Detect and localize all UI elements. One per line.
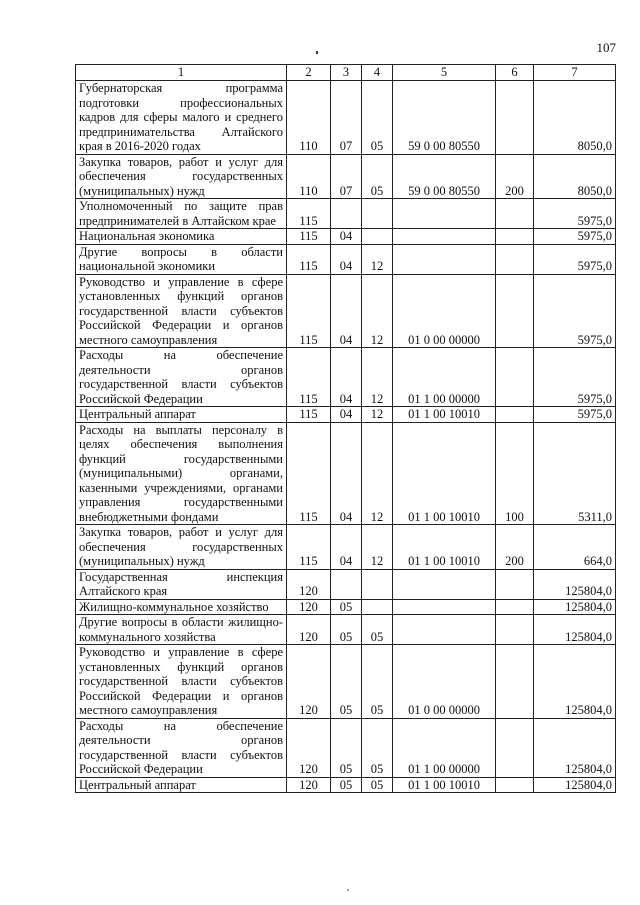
code-cell: 110	[287, 154, 331, 199]
code-cell: 120	[287, 599, 331, 615]
target-article-cell: 59 0 00 80550	[393, 81, 496, 155]
subsection-cell	[362, 229, 393, 245]
header-cell: 1	[76, 65, 287, 81]
section-cell: 04	[331, 229, 362, 245]
expense-type-cell	[496, 645, 534, 719]
table-row	[76, 599, 616, 615]
amount-cell: 125804,0	[534, 645, 616, 719]
subsection-cell: 12	[362, 422, 393, 525]
scan-mark	[316, 51, 318, 54]
section-cell: 05	[331, 615, 362, 645]
header-cell: 2	[287, 65, 331, 81]
subsection-cell: 12	[362, 274, 393, 348]
code-cell: 115	[287, 244, 331, 274]
target-article-cell: 01 0 00 00000	[393, 274, 496, 348]
table-row	[76, 615, 616, 645]
subsection-cell: 12	[362, 407, 393, 423]
table-row	[76, 718, 616, 777]
expense-type-cell: 100	[496, 422, 534, 525]
name-cell: Расходы на обеспечение деятельности органов государственной власти субъектов Российской Федерации	[76, 348, 287, 407]
name-cell: Руководство и управление в сфере установленных функций органов государственной власти субъектов Российской Федерации и органов местного самоуправления	[76, 274, 287, 348]
code-cell: 120	[287, 615, 331, 645]
expense-type-cell	[496, 199, 534, 229]
section-cell: 04	[331, 274, 362, 348]
amount-cell: 5311,0	[534, 422, 616, 525]
table-row	[76, 154, 616, 199]
code-cell: 120	[287, 569, 331, 599]
name-cell: Национальная экономика	[76, 229, 287, 245]
name-cell: Другие вопросы в области национальной экономики	[76, 244, 287, 274]
name-cell: Центральный аппарат	[76, 777, 287, 793]
subsection-cell: 05	[362, 81, 393, 155]
target-article-cell: 01 1 00 10010	[393, 407, 496, 423]
target-article-cell: 59 0 00 80550	[393, 154, 496, 199]
subsection-cell: 05	[362, 615, 393, 645]
expense-type-cell	[496, 348, 534, 407]
expense-type-cell: 200	[496, 525, 534, 570]
section-cell: 07	[331, 154, 362, 199]
code-cell: 120	[287, 718, 331, 777]
name-cell: Уполномоченный по защите прав предпринимателей в Алтайском крае	[76, 199, 287, 229]
expense-type-cell	[496, 229, 534, 245]
amount-cell: 125804,0	[534, 599, 616, 615]
subsection-cell: 12	[362, 525, 393, 570]
target-article-cell: 01 1 00 00000	[393, 348, 496, 407]
section-cell	[331, 569, 362, 599]
expense-type-cell	[496, 407, 534, 423]
code-cell: 120	[287, 645, 331, 719]
name-cell: Закупка товаров, работ и услуг для обеспечения государственных (муниципальных) нужд	[76, 154, 287, 199]
table-row	[76, 229, 616, 245]
name-cell: Жилищно-коммунальное хозяйство	[76, 599, 287, 615]
section-cell: 07	[331, 81, 362, 155]
table-row	[76, 348, 616, 407]
section-cell: 05	[331, 718, 362, 777]
code-cell: 115	[287, 274, 331, 348]
target-article-cell	[393, 615, 496, 645]
expense-type-cell	[496, 81, 534, 155]
section-cell	[331, 199, 362, 229]
amount-cell: 125804,0	[534, 718, 616, 777]
scan-dot	[347, 889, 349, 891]
page-number: 107	[596, 40, 616, 55]
name-cell: Губернаторская программа подготовки профессиональных кадров для сферы малого и среднего предпринимательства Алтайского края в 2016-2020 годах	[76, 81, 287, 155]
table-row	[76, 777, 616, 793]
section-cell: 04	[331, 244, 362, 274]
header-cell: 4	[362, 65, 393, 81]
code-cell: 115	[287, 407, 331, 423]
name-cell: Центральный аппарат	[76, 407, 287, 423]
subsection-cell: 12	[362, 244, 393, 274]
table-row	[76, 244, 616, 274]
amount-cell: 125804,0	[534, 569, 616, 599]
name-cell: Государственная инспекция Алтайского края	[76, 569, 287, 599]
target-article-cell	[393, 199, 496, 229]
amount-cell: 664,0	[534, 525, 616, 570]
subsection-cell	[362, 599, 393, 615]
name-cell: Руководство и управление в сфере установленных функций органов государственной власти субъектов Российской Федерации и органов местного самоуправления	[76, 645, 287, 719]
expense-type-cell	[496, 244, 534, 274]
amount-cell: 5975,0	[534, 244, 616, 274]
section-cell: 05	[331, 777, 362, 793]
table-row	[76, 274, 616, 348]
amount-cell: 5975,0	[534, 199, 616, 229]
subsection-cell: 05	[362, 154, 393, 199]
amount-cell: 8050,0	[534, 81, 616, 155]
subsection-cell	[362, 569, 393, 599]
section-cell: 05	[331, 599, 362, 615]
target-article-cell	[393, 229, 496, 245]
table-row	[76, 199, 616, 229]
amount-cell: 8050,0	[534, 154, 616, 199]
amount-cell: 125804,0	[534, 777, 616, 793]
code-cell: 115	[287, 199, 331, 229]
target-article-cell: 01 1 00 10010	[393, 525, 496, 570]
target-article-cell: 01 1 00 00000	[393, 718, 496, 777]
target-article-cell: 01 0 00 00000	[393, 645, 496, 719]
expense-type-cell	[496, 274, 534, 348]
expense-type-cell	[496, 569, 534, 599]
code-cell: 115	[287, 525, 331, 570]
subsection-cell	[362, 199, 393, 229]
header-cell: 5	[393, 65, 496, 81]
amount-cell: 5975,0	[534, 274, 616, 348]
code-cell: 115	[287, 229, 331, 245]
target-article-cell: 01 1 00 10010	[393, 422, 496, 525]
header-cell: 7	[534, 65, 616, 81]
header-cell: 3	[331, 65, 362, 81]
amount-cell: 5975,0	[534, 407, 616, 423]
amount-cell: 5975,0	[534, 348, 616, 407]
header-cell: 6	[496, 65, 534, 81]
name-cell: Расходы на обеспечение деятельности органов государственной власти субъектов Российской Федерации	[76, 718, 287, 777]
expense-type-cell: 200	[496, 154, 534, 199]
header-row	[76, 65, 616, 81]
code-cell: 115	[287, 422, 331, 525]
amount-cell: 125804,0	[534, 615, 616, 645]
section-cell: 04	[331, 348, 362, 407]
table-row	[76, 569, 616, 599]
subsection-cell: 05	[362, 645, 393, 719]
target-article-cell	[393, 599, 496, 615]
name-cell: Закупка товаров, работ и услуг для обеспечения государственных (муниципальных) нужд	[76, 525, 287, 570]
subsection-cell: 12	[362, 348, 393, 407]
code-cell: 110	[287, 81, 331, 155]
table-row	[76, 81, 616, 155]
code-cell: 115	[287, 348, 331, 407]
table-row	[76, 525, 616, 570]
code-cell: 120	[287, 777, 331, 793]
subsection-cell: 05	[362, 718, 393, 777]
table-row	[76, 407, 616, 423]
target-article-cell: 01 1 00 10010	[393, 777, 496, 793]
name-cell: Расходы на выплаты персоналу в целях обеспечения выполнения функций государственными (муниципальными) органами, казенными учреждениями, органами управления государственными внебюджетными фондами	[76, 422, 287, 525]
table-row	[76, 645, 616, 719]
expense-type-cell	[496, 615, 534, 645]
target-article-cell	[393, 569, 496, 599]
section-cell: 04	[331, 525, 362, 570]
table-row	[76, 422, 616, 525]
section-cell: 04	[331, 407, 362, 423]
expense-type-cell	[496, 718, 534, 777]
amount-cell: 5975,0	[534, 229, 616, 245]
expense-type-cell	[496, 777, 534, 793]
budget-table	[75, 64, 616, 793]
expense-type-cell	[496, 599, 534, 615]
subsection-cell: 05	[362, 777, 393, 793]
name-cell: Другие вопросы в области жилищно-коммунального хозяйства	[76, 615, 287, 645]
section-cell: 05	[331, 645, 362, 719]
target-article-cell	[393, 244, 496, 274]
section-cell: 04	[331, 422, 362, 525]
